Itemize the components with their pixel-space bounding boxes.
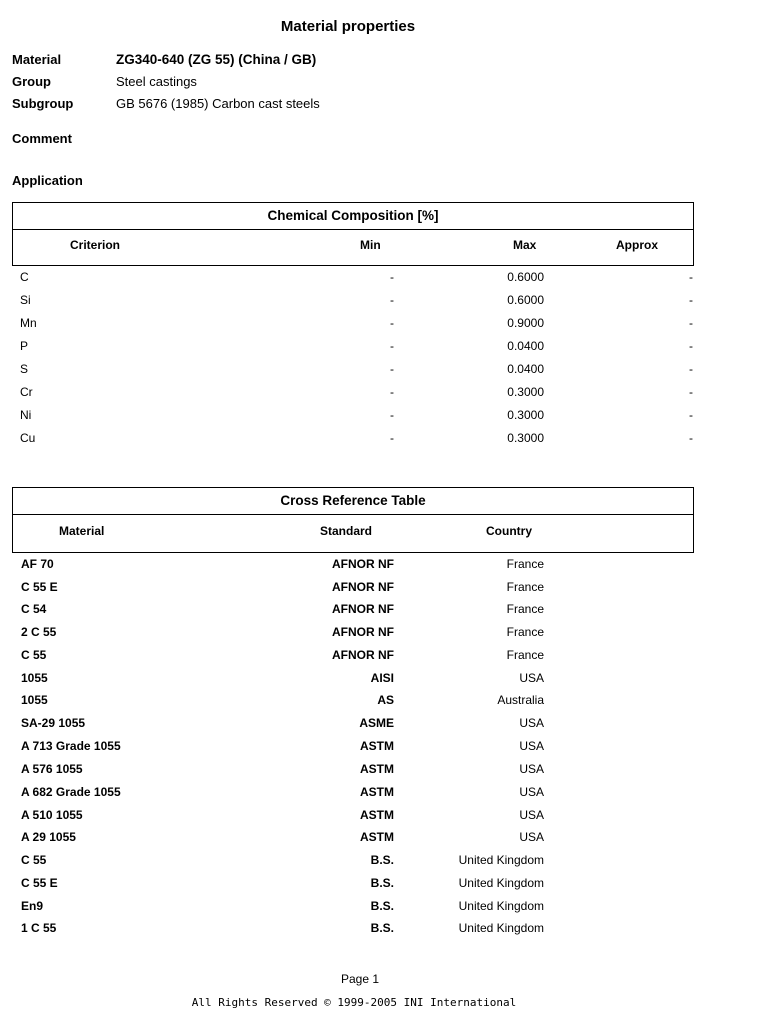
cell-approx: - xyxy=(689,431,693,445)
col-approx: Approx xyxy=(616,238,658,252)
cell-country: France xyxy=(506,580,544,594)
col-standard: Standard xyxy=(320,524,373,538)
cross-reference-header xyxy=(12,487,694,553)
table-row xyxy=(0,739,768,761)
cell-max: 0.3000 xyxy=(507,431,544,445)
cell-country: France xyxy=(506,557,544,571)
cell-material: 2 C 55 xyxy=(21,625,57,639)
cell-standard: AFNOR NF xyxy=(332,602,394,616)
cell-standard: ASTM xyxy=(360,785,394,799)
cell-element: C xyxy=(20,270,29,284)
subgroup-label: Subgroup xyxy=(12,96,74,111)
page-number: Page 1 xyxy=(340,972,380,986)
cell-material: C 55 xyxy=(21,853,47,867)
material-label: Material xyxy=(12,52,62,67)
cell-material: 1055 xyxy=(21,693,48,707)
cell-max: 0.3000 xyxy=(507,385,544,399)
col-country: Country xyxy=(486,524,532,538)
cell-min: - xyxy=(390,362,394,376)
cell-element: Cr xyxy=(20,385,33,399)
cell-material: 1055 xyxy=(21,671,48,685)
cell-min: - xyxy=(390,431,394,445)
table-row xyxy=(0,716,768,738)
cell-country: France xyxy=(506,648,544,662)
cell-material: C 55 E xyxy=(21,580,58,594)
cell-country: United Kingdom xyxy=(458,899,544,913)
cell-element: P xyxy=(20,339,29,353)
table-row xyxy=(0,580,768,602)
table-row xyxy=(0,693,768,715)
col-material: Material xyxy=(59,524,105,538)
col-min: Min xyxy=(360,238,381,252)
cell-element: Mn xyxy=(20,316,37,330)
cell-element: Si xyxy=(20,293,31,307)
table-row xyxy=(0,648,768,670)
chemical-composition-header xyxy=(12,202,694,266)
cell-max: 0.6000 xyxy=(507,270,544,284)
col-criterion: Criterion xyxy=(70,238,121,252)
cell-material: AF 70 xyxy=(21,557,54,571)
cross-reference-title: Cross Reference Table xyxy=(13,488,693,515)
cell-approx: - xyxy=(689,339,693,353)
cell-min: - xyxy=(390,316,394,330)
cell-element: Cu xyxy=(20,431,36,445)
table-row xyxy=(0,293,768,315)
table-row xyxy=(0,316,768,338)
cell-country: USA xyxy=(519,716,544,730)
cell-material: A 713 Grade 1055 xyxy=(21,739,121,753)
cell-material: En9 xyxy=(21,899,44,913)
cell-country: United Kingdom xyxy=(458,876,544,890)
copyright-notice: All Rights Reserved © 1999-2005 INI International xyxy=(191,996,517,1009)
table-row xyxy=(0,876,768,898)
cell-material: A 29 1055 xyxy=(21,830,76,844)
page-title: Material properties xyxy=(280,18,416,35)
table-row xyxy=(0,625,768,647)
cell-material: A 510 1055 xyxy=(21,808,83,822)
table-row xyxy=(0,362,768,384)
cell-country: United Kingdom xyxy=(458,921,544,935)
cell-standard: B.S. xyxy=(370,899,394,913)
cell-standard: ASTM xyxy=(360,830,394,844)
cell-standard: ASTM xyxy=(360,739,394,753)
cell-material: C 54 xyxy=(21,602,47,616)
cell-standard: ASME xyxy=(359,716,394,730)
col-max: Max xyxy=(513,238,537,252)
table-row xyxy=(0,921,768,943)
table-row xyxy=(0,339,768,361)
subgroup-value: GB 5676 (1985) Carbon cast steels xyxy=(116,96,320,111)
cell-max: 0.6000 xyxy=(507,293,544,307)
cell-standard: B.S. xyxy=(370,876,394,890)
cell-standard: AFNOR NF xyxy=(332,648,394,662)
table-row xyxy=(0,408,768,430)
cell-country: Australia xyxy=(497,693,544,707)
cell-material: C 55 E xyxy=(21,876,58,890)
table-row xyxy=(0,808,768,830)
cell-standard: B.S. xyxy=(370,921,394,935)
table-row xyxy=(0,899,768,921)
cell-standard: AFNOR NF xyxy=(332,625,394,639)
material-value: ZG340-640 (ZG 55) (China / GB) xyxy=(116,52,317,67)
cell-country: United Kingdom xyxy=(458,853,544,867)
cell-country: USA xyxy=(519,830,544,844)
cell-material: SA-29 1055 xyxy=(21,716,86,730)
cell-approx: - xyxy=(689,408,693,422)
cell-min: - xyxy=(390,270,394,284)
table-row xyxy=(0,431,768,453)
cell-element: Ni xyxy=(20,408,32,422)
cell-standard: B.S. xyxy=(370,853,394,867)
cell-material: 1 C 55 xyxy=(21,921,57,935)
cell-country: USA xyxy=(519,785,544,799)
cell-max: 0.3000 xyxy=(507,408,544,422)
cell-country: France xyxy=(506,625,544,639)
cell-approx: - xyxy=(689,316,693,330)
application-label: Application xyxy=(12,173,83,188)
cell-max: 0.9000 xyxy=(507,316,544,330)
cell-min: - xyxy=(390,293,394,307)
cell-standard: AISI xyxy=(370,671,394,685)
cell-standard: AFNOR NF xyxy=(332,580,394,594)
table-row xyxy=(0,385,768,407)
cell-material: C 55 xyxy=(21,648,47,662)
cell-max: 0.0400 xyxy=(507,339,544,353)
cell-min: - xyxy=(390,385,394,399)
cell-country: USA xyxy=(519,739,544,753)
cell-country: USA xyxy=(519,808,544,822)
cell-approx: - xyxy=(689,293,693,307)
cell-standard: AS xyxy=(377,693,394,707)
cell-approx: - xyxy=(689,385,693,399)
table-row xyxy=(0,671,768,693)
cell-min: - xyxy=(390,339,394,353)
cell-country: USA xyxy=(519,762,544,776)
cell-min: - xyxy=(390,408,394,422)
table-row xyxy=(0,557,768,579)
cell-standard: ASTM xyxy=(360,762,394,776)
table-row xyxy=(0,853,768,875)
table-row xyxy=(0,602,768,624)
cell-country: USA xyxy=(519,671,544,685)
cell-element: S xyxy=(20,362,29,376)
cell-approx: - xyxy=(689,362,693,376)
comment-label: Comment xyxy=(12,131,72,146)
cell-standard: ASTM xyxy=(360,808,394,822)
table-row xyxy=(0,270,768,292)
cell-standard: AFNOR NF xyxy=(332,557,394,571)
chemical-composition-title: Chemical Composition [%] xyxy=(13,203,693,230)
group-label: Group xyxy=(12,74,51,89)
table-row xyxy=(0,785,768,807)
cell-material: A 682 Grade 1055 xyxy=(21,785,121,799)
table-row xyxy=(0,762,768,784)
cell-material: A 576 1055 xyxy=(21,762,83,776)
group-value: Steel castings xyxy=(116,74,197,89)
cell-approx: - xyxy=(689,270,693,284)
table-row xyxy=(0,830,768,852)
cell-country: France xyxy=(506,602,544,616)
cell-max: 0.0400 xyxy=(507,362,544,376)
